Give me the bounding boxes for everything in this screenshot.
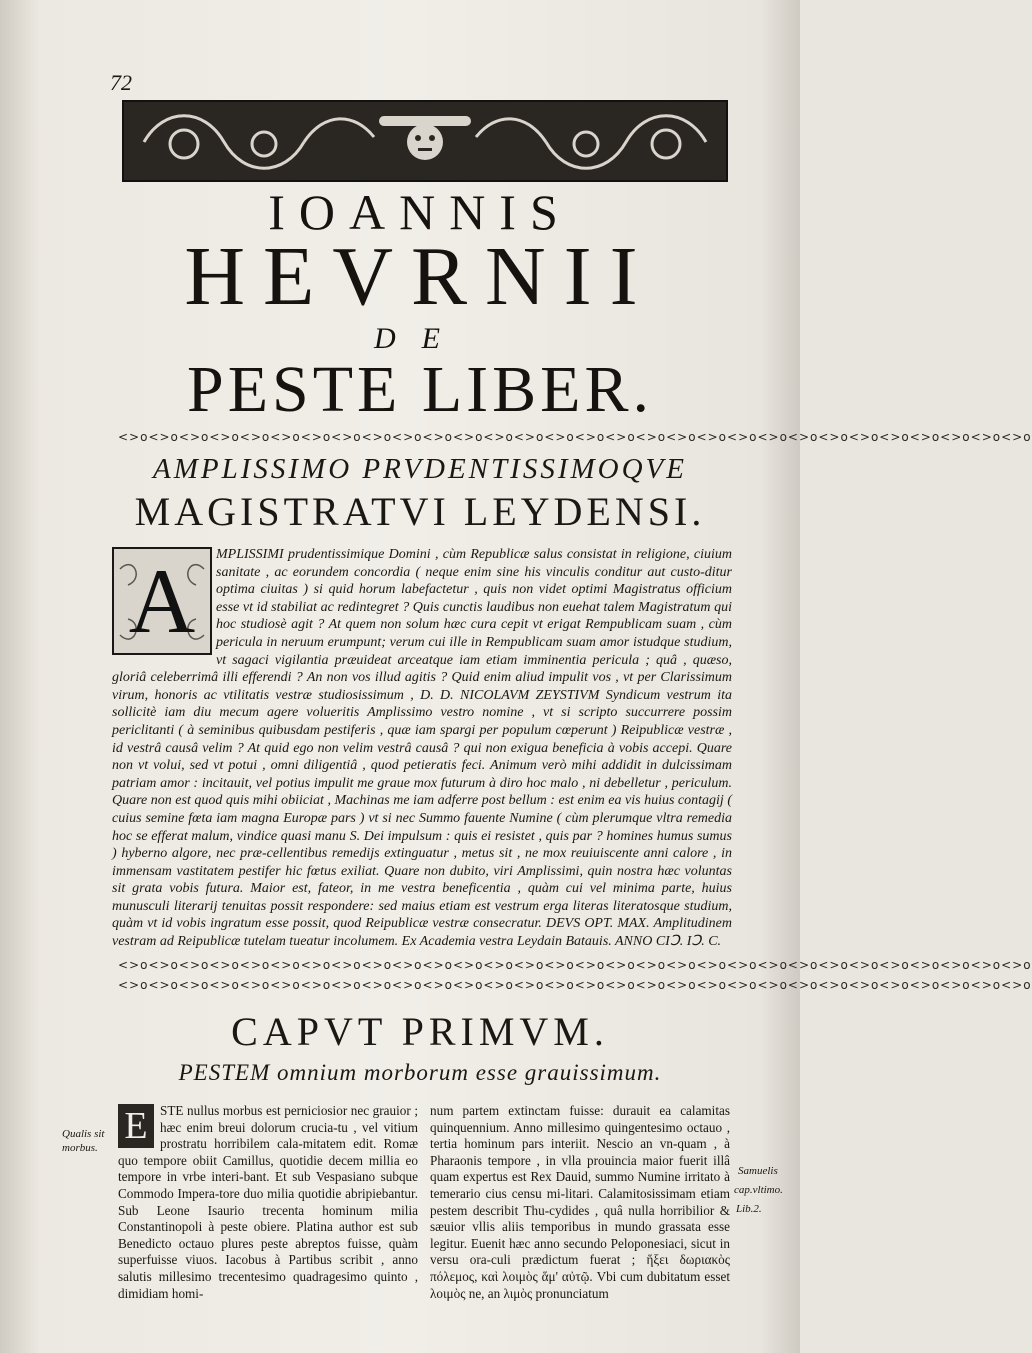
book-title: PESTE LIBER.: [186, 353, 653, 426]
dropcap-letter: A: [128, 550, 196, 652]
margin-note-left-2: morbus.: [62, 1142, 98, 1154]
dedication-line-1: AMPLISSIMO PRVDENTISSIMOQVE: [153, 453, 687, 485]
body-right-text: num partem extinctam fuisse: durauit ea calamitas quinquennium. Anno millesimo quingentesimo octauo , tertia hominum pars interiit. Nescio an vn-quam , à Pharaonis tempore , in vlla prouincia maior fuerit illâ quam expertus est Rex Dauid, summo Numine irritato à temerario cius censu mi-litari. Calamitosissimam etiam pestem describit Thu-cydides , quâ nulla horribilior & sæuior vllis aliis temporibus in mundo grassata esse legitur. Euenit hæc anno secundo Peloponesiaci, sicut in versu ora-culi prædictum fuerat ; ἥξει δωριακὸς πόλεμος, καὶ λοιμὸς ἅμ' αὐτῷ. Vbi cum dubitatum esset λοιμὸς ne, an λιμὸς pronunciatum: [430, 1103, 730, 1301]
ornament-rule-mid-2: <>o<>o<>o<>o<>o<>o<>o<>o<>o<>o<>o<>o<>o<>o<>o<>o<>o<>o<>o<>o<>o<>o<>o<>o<>o<>o<>o<>o<>o<>o: [118, 978, 1032, 992]
ornament-rule-mid-1: <>o<>o<>o<>o<>o<>o<>o<>o<>o<>o<>o<>o<>o<>o<>o<>o<>o<>o<>o<>o<>o<>o<>o<>o<>o<>o<>o<>o<>o<>o: [118, 958, 1032, 972]
body-column-left: [118, 1103, 418, 1302]
body-column-right: [430, 1103, 730, 1302]
dropcap-e: E: [118, 1104, 154, 1148]
headband-foliage-icon: [124, 102, 726, 180]
body-left-text: STE nullus morbus est perniciosior nec grauior ; hæc enim breui dolorum crucia-tu , vel vitium prostratu horribilem cala-mitatem edit. Romæ quo tempore obiit Camillus, quotidie decem millia eo tempore in vrbe interi-bant. Et sub Vespasiano subque Commodo Impera-tore duo milia quotidie abripiebantur. Sub Leone Isaurio trecenta hominum milia Constantinopoli à peste obiere. Platina author est sub Benedicto octauo plures peste abreptos fuisse, quàm superfuisse viuos. Iacobus à Partibus scribit , anno salutis millesimo trecentesimo quadragesimo quinto , dimidiam homi-: [118, 1103, 418, 1301]
margin-note-right-2: cap.vltimo.: [734, 1184, 783, 1196]
dedication-line-2: MAGISTRATVI LEYDENSI.: [134, 489, 706, 534]
dedicatory-letter: [112, 546, 732, 951]
ornamental-headband: [122, 100, 728, 182]
author-surname: HEVRNII: [184, 230, 656, 323]
title-de: DE: [374, 322, 466, 355]
chapter-title: CAPVT PRIMVM.: [231, 1009, 609, 1054]
ornament-rule-top: <>o<>o<>o<>o<>o<>o<>o<>o<>o<>o<>o<>o<>o<>o<>o<>o<>o<>o<>o<>o<>o<>o<>o<>o<>o<>o<>o<>o<>o<>o: [118, 430, 1032, 444]
margin-note-left-1: Qualis sit: [62, 1128, 105, 1140]
letter-text: MPLISSIMI prudentissimique Domini , cùm Republicæ salus consistat in religione, ciuium sanitate , ac eorundem concordia ( neque enim sine his vinculis conditur aut custo-ditur optima ciuitas ) si quid horum labefactetur , quis non videt optimi Magistratus officium esse vt id stabiliat ac redintegret ? Quis cunctis laudibus non euehat talem Magistratum qui hoc studiosè agit ? At quem non solum hæc cura cepit vt erigat Rempublicam suam , cùm pericula in neruum erumpunt; verum cui ille in Rempublicam suam amor istudque studium, vt sagaci vigilantia præuideat arceatque iam etiam imminentia pericula ; quâ , quæso, gloriâ celeberrimâ illi efferendi ? An non vos illud agitis ? Quid enim aliud impulit vos , vt per Clarissimum virum, honoris ac vtilitatis vestræ studiosissimum , D. D. NICOLAVM ZEYSTIVM Syndicum vestrum ita sollicitè iam diu mecum agere volueritis Amplissimo vestro nomine , vt si scripto succurrere possim periclitanti ( à seminibus quibusdam pestiferis , quæ iam spargi per populum cœperunt ) Reipublicæ vestræ , id vestrâ causâ velim ? At quid ego non velim vestrâ causâ ? qui non exigua beneficia à vobis accepi. Quare non vt volui, sed vt potui , omni diligentiâ , quod petieratis feci. Animum verò mihi addidit in dulcissimam patriam amor : incitauit, vel potius impulit me graue mox futurum à diro hoc malo , ni debelletur , periculum. Quare non est quod quis mihi obiiciat , Machinas me iam adferre post bellum : est enim ea vis huius contagij ( cuius semine fœta iam magna Europæ pars ) vt si nec Summo fauente Numine ( cùm plerumque vltra remedia hoc se efferat malum, vindice quasi manu S. Dei impulsum : quis ei resistet , quis par ? homines humus sumus ) hyberno algore, nec præ-cellentibus remedijs extinguatur , metus sit , ne mox reuiuiscente anni calore , in immensam vastitatem pestifer hic fœtus exiliat. Quare non dubito, viri Amplissimi, quin nostra hæc voluntas sit grata vobis futura. Maior est, fateor, in me vestra beneficentia , quàm cui vel minima parte, huius munusculi literarij tenuitas possit respondere: sed maius etiam est vestrum erga literas literatosque studium, quàm vt id vobis ingratum esse possit, quod Reipublicæ vestræ consecratur. DEVS OPT. MAX. Amplitudinem vestram ad Reipublicæ tutelam tueatur incolumem. Ex Academia vestra Leydain Batauis. ANNO CIↃ. IↃ. C.: [112, 547, 732, 950]
page-number: 72: [110, 70, 132, 95]
margin-note-right-1: Samuelis: [738, 1165, 778, 1177]
author-firstname: IOANNIS: [268, 184, 572, 240]
chapter-subtitle: PESTEM omnium morborum esse grauissimum.: [178, 1060, 662, 1085]
margin-note-right-3: Lib.2.: [736, 1203, 762, 1215]
